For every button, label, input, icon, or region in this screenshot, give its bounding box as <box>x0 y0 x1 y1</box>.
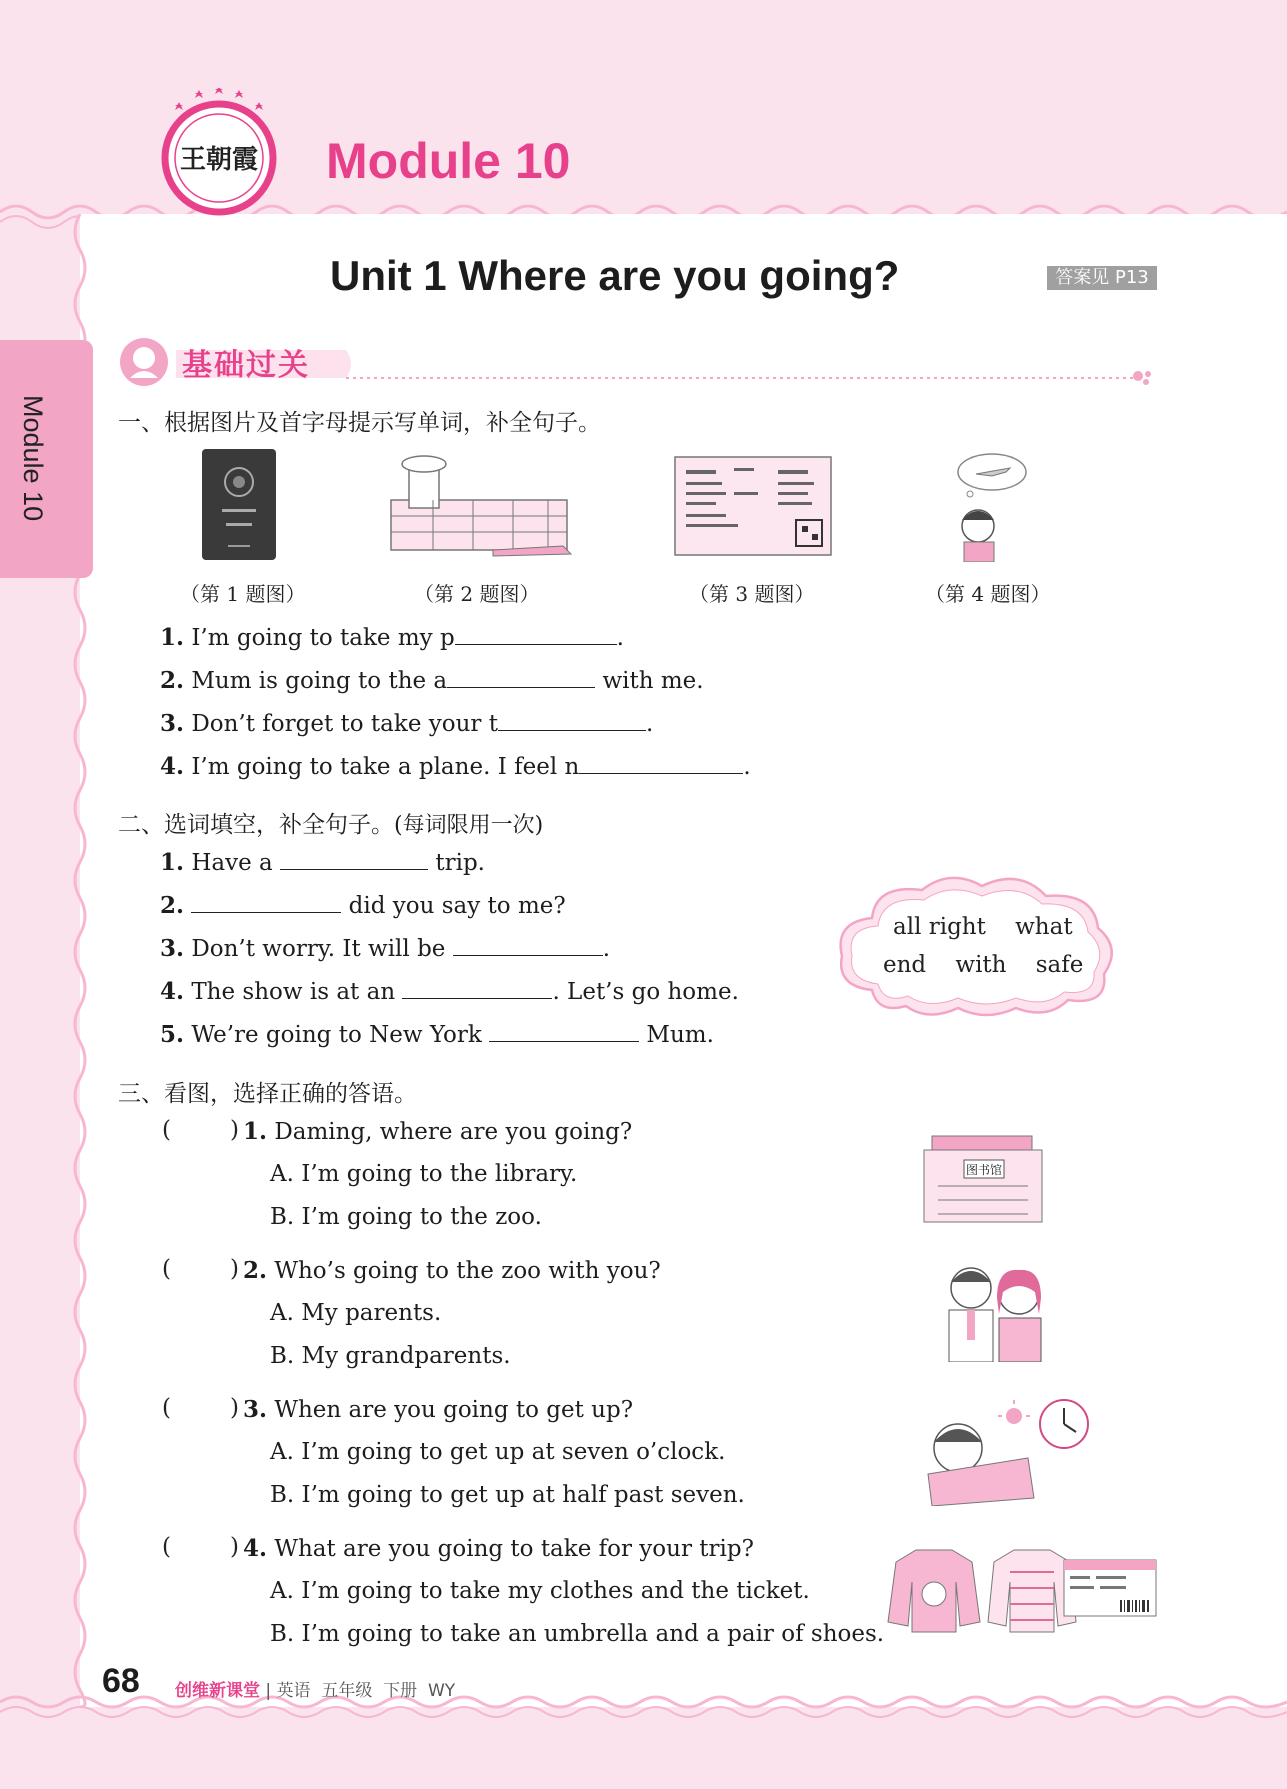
part3-item-4-option-a[interactable]: A. I’m going to take my clothes and the ticket. <box>270 1578 810 1604</box>
answer-blank[interactable] <box>402 978 552 999</box>
part3-item-1-option-b[interactable]: B. I’m going to the zoo. <box>270 1204 542 1230</box>
nervous-boy-image <box>948 450 1030 562</box>
airport-image <box>383 450 575 562</box>
part3-item-2-option-a[interactable]: A. My parents. <box>270 1300 442 1326</box>
part2-item-4: 4. The show is at an . Let’s go home. <box>160 978 739 1005</box>
part1-item-3: 3. Don’t forget to take your t . <box>160 710 654 737</box>
answer-blank[interactable] <box>191 892 341 913</box>
part3-item-3-option-b[interactable]: B. I’m going to get up at half past seven. <box>270 1482 745 1508</box>
answer-bracket-right: ) <box>230 1256 239 1282</box>
answer-blank[interactable] <box>455 624 617 645</box>
caption-2: （第 2 题图） <box>414 582 540 606</box>
caption-1: （第 1 题图） <box>180 582 306 606</box>
passport-image <box>200 447 278 562</box>
answer-bracket-right: ) <box>230 1117 239 1143</box>
unit-title: Unit 1 Where are you going? <box>330 252 900 299</box>
page-number: 68 <box>102 1662 140 1700</box>
answer-blank[interactable] <box>453 935 603 956</box>
answer-bracket-right: ) <box>230 1534 239 1560</box>
clothes-and-ticket-image <box>886 1542 1158 1634</box>
part3-item-2-option-b[interactable]: B. My grandparents. <box>270 1343 511 1369</box>
part2-heading: 二、选词填空，补全句子。(每词限用一次) <box>118 812 544 838</box>
parents-image <box>935 1258 1055 1362</box>
part2-item-5: 5. We’re going to New York Mum. <box>160 1021 714 1048</box>
library-image <box>918 1130 1048 1230</box>
answer-blank[interactable] <box>447 667 595 688</box>
answer-bracket-left: ( <box>162 1395 171 1421</box>
train-ticket-image <box>674 456 832 556</box>
part1-item-4: 4. I’m going to take a plane. I feel n . <box>160 753 751 780</box>
part1-item-2: 2. Mum is going to the a with me. <box>160 667 704 694</box>
part3-item-1-option-a[interactable]: A. I’m going to the library. <box>270 1161 578 1187</box>
part1-heading: 一、根据图片及首字母提示写单词，补全句子。 <box>118 410 601 436</box>
answer-blank[interactable] <box>498 710 646 731</box>
answer-bracket-left: ( <box>162 1117 171 1143</box>
side-tab-label: Module 10 <box>18 395 48 522</box>
part3-item-4-question: 4. What are you going to take for your trip? <box>243 1535 754 1562</box>
brand-logo <box>155 88 283 216</box>
answer-blank[interactable] <box>489 1021 639 1042</box>
answer-bracket-left: ( <box>162 1256 171 1282</box>
part3-item-3-question: 3. When are you going to get up? <box>243 1396 634 1423</box>
footer-info: 创维新课堂 | 英语 五年级 下册 WY <box>175 1681 456 1701</box>
caption-3: （第 3 题图） <box>689 582 815 606</box>
module-title: Module 10 <box>326 133 571 189</box>
caption-4: （第 4 题图） <box>925 582 1051 606</box>
section-label: 基础过关 <box>182 348 310 383</box>
answer-reference-badge: 答案见 P13 <box>1047 266 1157 290</box>
answer-blank[interactable] <box>280 849 428 870</box>
part3-item-1-question: 1. Daming, where are you going? <box>243 1118 633 1145</box>
logo-text: 王朝霞 <box>179 145 259 175</box>
word-bank-cloud <box>832 870 1120 1020</box>
part2-item-3: 3. Don’t worry. It will be . <box>160 935 611 962</box>
part3-item-2-question: 2. Who’s going to the zoo with you? <box>243 1257 661 1284</box>
answer-bracket-left: ( <box>162 1534 171 1560</box>
answer-bracket-right: ) <box>230 1395 239 1421</box>
word-bank-row-1: all right what <box>893 914 1073 940</box>
part3-item-3-option-a[interactable]: A. I’m going to get up at seven o’clock. <box>270 1439 726 1465</box>
part2-item-1: 1. Have a trip. <box>160 849 485 876</box>
part2-item-2: 2. did you say to me? <box>160 892 566 919</box>
answer-blank[interactable] <box>579 753 743 774</box>
part3-item-4-option-b[interactable]: B. I’m going to take an umbrella and a pair of shoes. <box>270 1621 885 1647</box>
part3-heading: 三、看图，选择正确的答语。 <box>118 1081 417 1107</box>
library-sign-text: 图书馆 <box>965 1163 1003 1177</box>
wake-up-image <box>918 1398 1092 1506</box>
part1-item-1: 1. I’m going to take my p . <box>160 624 624 651</box>
word-bank-row-2: end with safe <box>883 952 1084 978</box>
